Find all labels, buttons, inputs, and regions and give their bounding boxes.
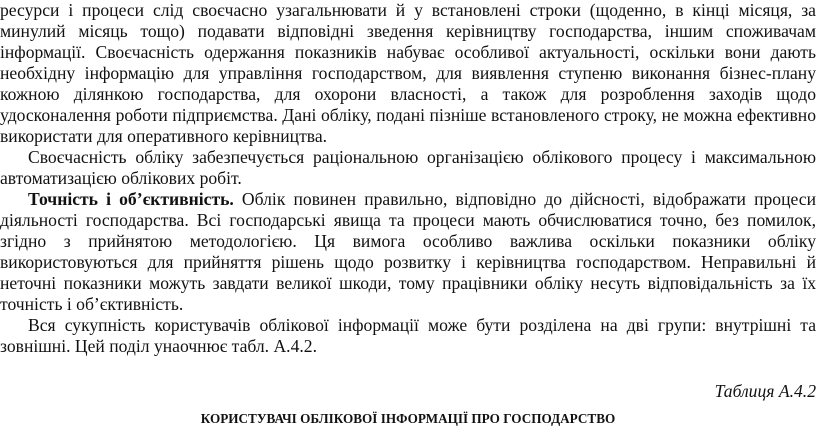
paragraph-text: Своєчасність обліку забезпечується раціональною організацією облікового процесу і максимальною автоматизацією облікових робіт. (0, 147, 816, 188)
paragraph-accuracy (0, 189, 816, 315)
paragraph-timeliness-continued (0, 0, 816, 147)
paragraph-lead-heading: Точність і об’єктивність. (28, 189, 234, 209)
paragraph-user-groups (0, 315, 816, 357)
table-caption: Таблиця А.4.2 (714, 381, 816, 401)
paragraph-text: Вся сукупність користувачів облікової інформації може бути розділена на дві групи: внутрішні та зовнішні. Цей поділ унаочнює табл. А.4.2. (0, 315, 816, 356)
paragraph-timeliness-provision (0, 147, 816, 189)
table-title: КОРИСТУВАЧІ ОБЛІКОВОЇ ІНФОРМАЦІЇ ПРО ГОСПОДАРСТВО (200, 411, 616, 426)
paragraph-text: ресурси і процеси слід своєчасно узагальнювати й у встановлені строки (щоденно, в кінці місяця, за минулий місяць тощо) подавати відповідні зведення керівництву господарства, іншим споживачам інформації. Своєчасність одержання показників набуває особливої актуальності, оскільки вони дають необхідну інформацію для управління господарством, для виявлення ступеню виконання бізнес-плану кожною ділянкою господарства, для охорони власності, а також для розроблення заходів щодо удосконалення роботи підприємства. Дані обліку, подані пізніше встановленого строку, не можна ефективно використати для оперативного керівництва. (0, 0, 816, 146)
paragraph-text: Облік повинен правильно, відповідно до дійсності, відображати процеси діяльності господарства. Всі господарські явища та процеси мають обчислюватися точно, без помилок, згідно з прийнятою методологією. Ця вимога особливо важлива оскільки показники обліку використовуються для прийняття рішень щодо розвитку і керівництва господарством. Неправильні й неточні показники можуть завдати великої шкоди, тому працівники обліку несуть відповідальність за їх точність і об’єктивність. (0, 189, 816, 314)
